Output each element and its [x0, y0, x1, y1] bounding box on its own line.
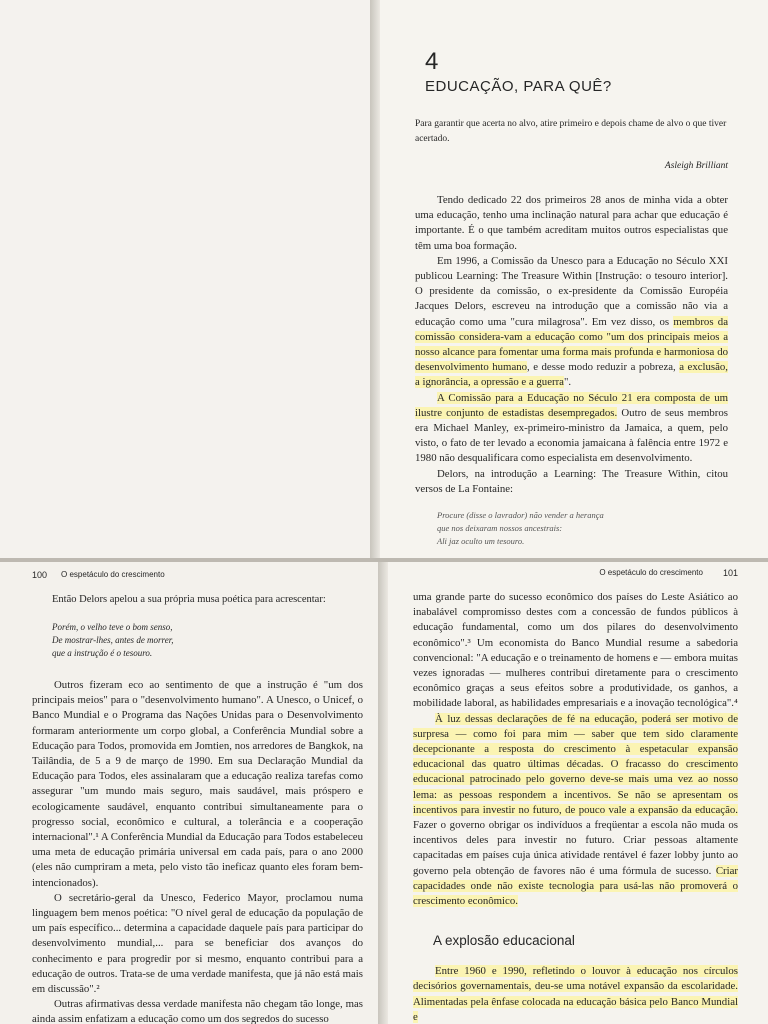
- highlight: A Comissão para a Educação no Século 21 era composta de um ilustre conjunto de estadistas desempregados.: [415, 391, 728, 419]
- page-number: 101: [722, 568, 738, 578]
- highlight: a exclusão, a ignorância, a opressão e a guerra: [415, 361, 728, 389]
- epigraph: Para garantir que acerta no alvo, atire primeiro e depois chame de alvo o que tiver acertado.: [415, 119, 727, 144]
- page-100: [0, 560, 383, 1024]
- paragraph: Outras afirmativas dessa verdade manifesta não chegam tão longe, mas ainda assim enfatizam a educação como um dos segredos do sucesso: [32, 998, 363, 1024]
- paragraph: À luz dessas declarações de fé na educação, poderá ser motivo de surpresa — como foi para mim — saber que tem sido claramente decepcionante a resposta do crescimento à espetacular expansão educacional das quatro últimas décadas. O fracasso do crescimento educacional patrocinado pelo governo deve-se mais uma vez ao nosso lema: as pessoas respondem a incentivos. Se não se apresentam os incentivos para investir no futuro, de pouco vale a expansão da educação. Fazer o governo obrigar os indivíduos a freqüentar a escola não muda os incentivos deles para investir no futuro. Criar pessoas altamente capacitadas em países cuja única atividade rentável é fazer lobby junto ao governo pela obtenção de favores não é uma fórmula de sucesso. Criar capacidades onde não existe tecnologia para usá-las não promoverá o crescimento econômico.: [413, 712, 738, 908]
- paragraph: Tendo dedicado 22 dos primeiros 28 anos de minha vida a obter uma educação, tenho uma inclinação natural para achar que educação é importante. É o que também acreditam muitos outros especialistas que têm uma boa formação.: [415, 194, 728, 252]
- page-chapter-opening: [375, 0, 768, 560]
- paragraph: [413, 964, 738, 1024]
- paragraph: Delors, na introdução a Learning: The Treasure Within, citou versos de La Fontaine:: [415, 467, 728, 495]
- top-gutter: [370, 0, 380, 560]
- highlight: membros da comissão considera-vam a educação como "um dos principais meios a nosso alcance para fomentar uma forma mais profunda e harmoniosa do desenvolvimento humano: [415, 315, 728, 374]
- page-number: 100: [32, 570, 48, 580]
- running-head: O espetáculo do crescimento: [599, 568, 703, 577]
- running-header: [32, 570, 363, 580]
- paragraph: Em 1996, a Comissão da Unesco para a Educação no Século XXI publicou Learning: The Treasure Within [Instrução: o tesouro interior]. O presidente da comissão, o ex-presidente da Comissão Européia Jacques Delors, escreveu na introdução que a comissão não via a educação como uma "cura milagrosa". Em vez disso, os membros da comissão considera-vam a educação como "um dos principais meios a nosso alcance para fomentar uma forma mais profunda e harmoniosa do desenvolvimento humano, e desse modo reduzir a pobreza, a exclusão, a ignorância, a opressão e a guerra".: [415, 254, 728, 389]
- scan-fold-line: [0, 558, 768, 562]
- epigraph-author: Asleigh Brilliant: [664, 161, 728, 171]
- page-101: [383, 560, 768, 1024]
- blank-page-top-left: [0, 0, 375, 560]
- running-header: [413, 568, 738, 578]
- paragraph: A Comissão para a Educação no Século 21 era composta de um ilustre conjunto de estadistas desempregados. Outro de seus membros era Michael Manley, ex-primeiro-ministro da Jamaica, a quem, pelo visto, o fato de ter levado a economia jamaicana à falência entre 1972 e 1980 não desqualificara como especialista em desenvolvimento.: [415, 391, 728, 465]
- chapter-number: 4: [425, 48, 439, 75]
- verse: Procure (disse o lavrador) não vender a herança que nos deixaram nossos ancestrais: Ali jaz oculto um tesouro.: [437, 510, 604, 547]
- chapter-title: EDUCAÇÃO, PARA QUÊ?: [425, 78, 612, 95]
- paragraph: O secretário-geral da Unesco, Federico Mayor, proclamou numa linguagem bem menos poética: "O nível geral de educação da população de um país específico... determina a capacidade daquele país para participar do desenvolvimento mundial,... para se beneficiar dos avanços do conhecimento e para progredir por si mesmo, enquanto contribui para a educação de outros. Trata-se de uma verdade manifesta, que já não está mais em discussão".²: [32, 891, 363, 996]
- paragraph: uma grande parte do sucesso econômico dos países do Leste Asiático ao inabalável compromisso destes com a concessão de fundos públicos à educação fundamental, como um dos pilares do desenvolvimento econômico".³ Um economista do Banco Mundial resume a sabedoria convencional: "A educação e o treinamento de homens e — embora muitas vezes ignoradas — mulheres contribui diretamente para o crescimento econômico graças a seus efeitos sobre a produtividade, os ganhos, a mobilidade laboral, as habilidades empresariais e a inovação tecnológica".⁴: [413, 591, 738, 710]
- running-head: O espetáculo do crescimento: [61, 570, 165, 579]
- bottom-gutter: [378, 562, 388, 1024]
- section-heading: A explosão educacional: [433, 933, 575, 949]
- highlight: Criar capacidades onde não existe tecnologia para usá-las não promoverá o crescimento econômico.: [413, 864, 738, 908]
- lead-text: Então Delors apelou a sua própria musa poética para acrescentar:: [52, 594, 326, 605]
- paragraph: Outros fizeram eco ao sentimento de que a instrução é "um dos principais meios" para o "desenvolvimento humano". A Unesco, o Unicef, o Banco Mundial e o Programa das Nações Unidas para o Desenvolvimento formaram anteriormente um corpo global, a Conferência Mundial sobre a Educação para Todos, promovida em Jomtien, nos arredores de Bangkok, na Tailândia, de 5 a 9 de março de 1990. Em sua Declaração Mundial da Educação para Todos, eles assinalaram que a educação realiza tarefas como assegurar "um mundo mais seguro, mais saudável, mais próspero e ecologicamente saudável, enquanto contribui simultaneamente para o progresso social, econômico e cultural, a tolerância e a cooperação internacional".¹ A Conferência Mundial da Educação para Todos estabeleceu uma meta de educação primária universal em cada país, para o ano 2000 (eles não cumpriram a meta, pelo visto tão ineficaz quanto eles foram bem-intencionados).: [32, 679, 363, 889]
- highlight: À luz dessas declarações de fé na educação, poderá ser motivo de surpresa — como foi para mim — saber que tem sido claramente decepcionante a resposta do crescimento à espetacular expansão educacional das quatro últimas décadas. O fracasso do crescimento educacional patrocinado pelo governo deve-se mais uma vez ao nosso lema: as pessoas respondem a incentivos. Se não se apresentam os incentivos para investir no futuro, de pouco vale a expansão da educação.: [413, 712, 738, 816]
- highlight: Entre 1960 e 1990, refletindo o louvor à educação nos círculos decisórios governamentais, deu-se uma notável expansão da escolaridade. Alimentadas pela ênfase colocada na educação básica pelo Banco Mundial e: [413, 965, 738, 1023]
- verse: Porém, o velho teve o bom senso, De mostrar-lhes, antes de morrer, que a instrução é o tesouro.: [52, 622, 174, 658]
